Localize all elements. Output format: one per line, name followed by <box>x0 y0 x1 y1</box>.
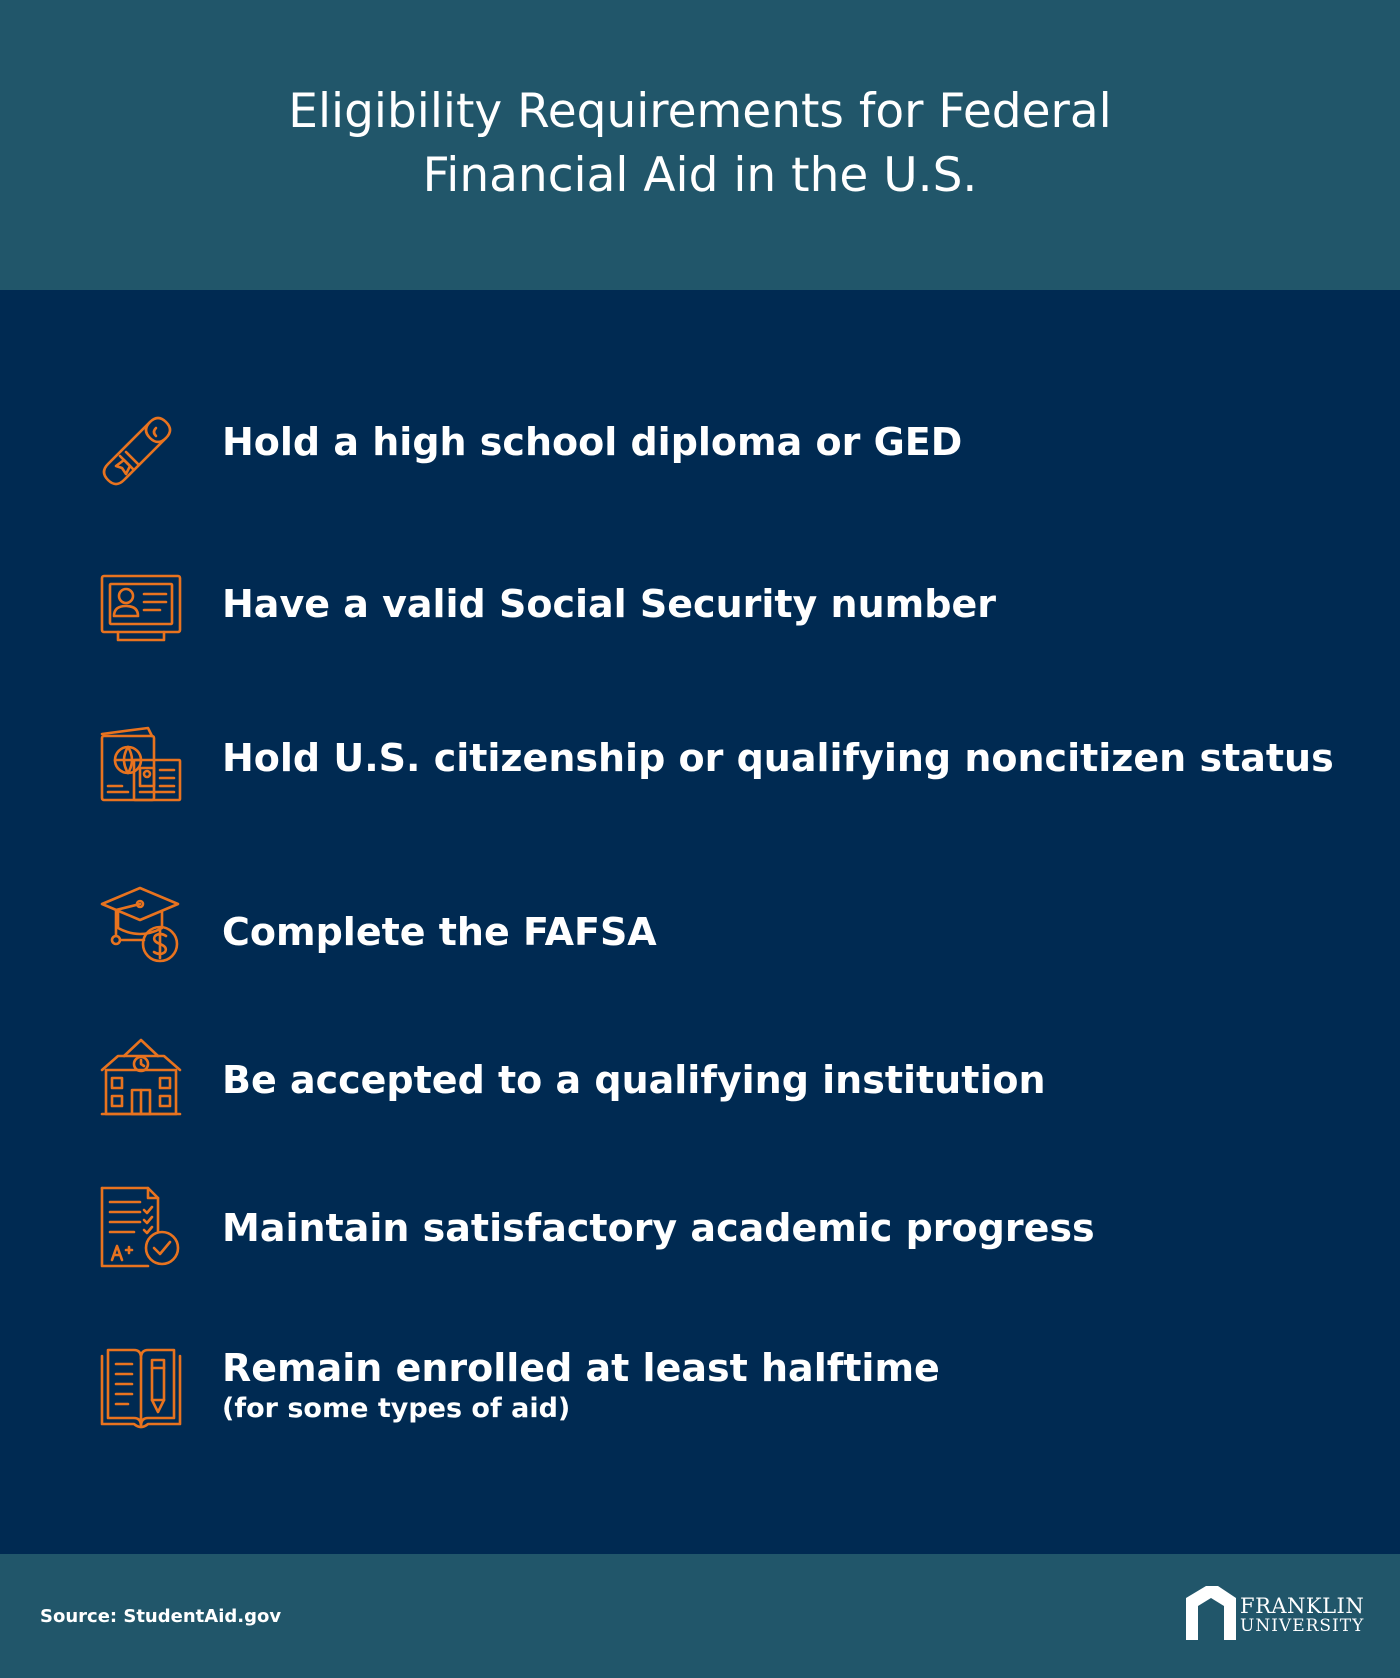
page-title-line-2: Financial Aid in the U.S. <box>422 148 978 203</box>
requirement-text: Hold a high school diploma or GED <box>222 420 963 464</box>
book-pencil-icon <box>98 1346 184 1432</box>
requirement-text: Have a valid Social Security number <box>222 582 996 626</box>
page-title <box>0 80 1400 208</box>
id-card-icon <box>98 566 184 652</box>
requirement-text: Remain enrolled at least halftime <box>222 1346 940 1390</box>
franklin-university-logo <box>1184 1584 1364 1644</box>
requirement-text: Hold U.S. citizenship or qualifying noncitizen status <box>222 736 1334 780</box>
logo-line-1: FRANKLIN <box>1240 1594 1365 1618</box>
logo-line-2: UNIVERSITY <box>1240 1616 1365 1636</box>
requirement-text: Maintain satisfactory academic progress <box>222 1206 1095 1250</box>
passport-icon <box>98 720 184 806</box>
source-credit: Source: StudentAid.gov <box>40 1606 282 1627</box>
requirement-text: Be accepted to a qualifying institution <box>222 1058 1046 1102</box>
report-card-check-icon <box>98 1182 184 1268</box>
school-building-icon <box>98 1034 184 1120</box>
graduation-cap-dollar-icon <box>98 880 184 966</box>
requirements-list <box>0 290 1400 1554</box>
page-title-line-1: Eligibility Requirements for Federal <box>288 84 1112 139</box>
header-banner <box>0 0 1400 290</box>
requirement-note: (for some types of aid) <box>222 1393 571 1424</box>
logo-wordmark <box>1240 1596 1364 1636</box>
footer <box>0 1554 1400 1678</box>
diploma-icon <box>98 402 184 488</box>
requirement-text: Complete the FAFSA <box>222 910 657 954</box>
franklin-arch-icon <box>1184 1584 1240 1642</box>
